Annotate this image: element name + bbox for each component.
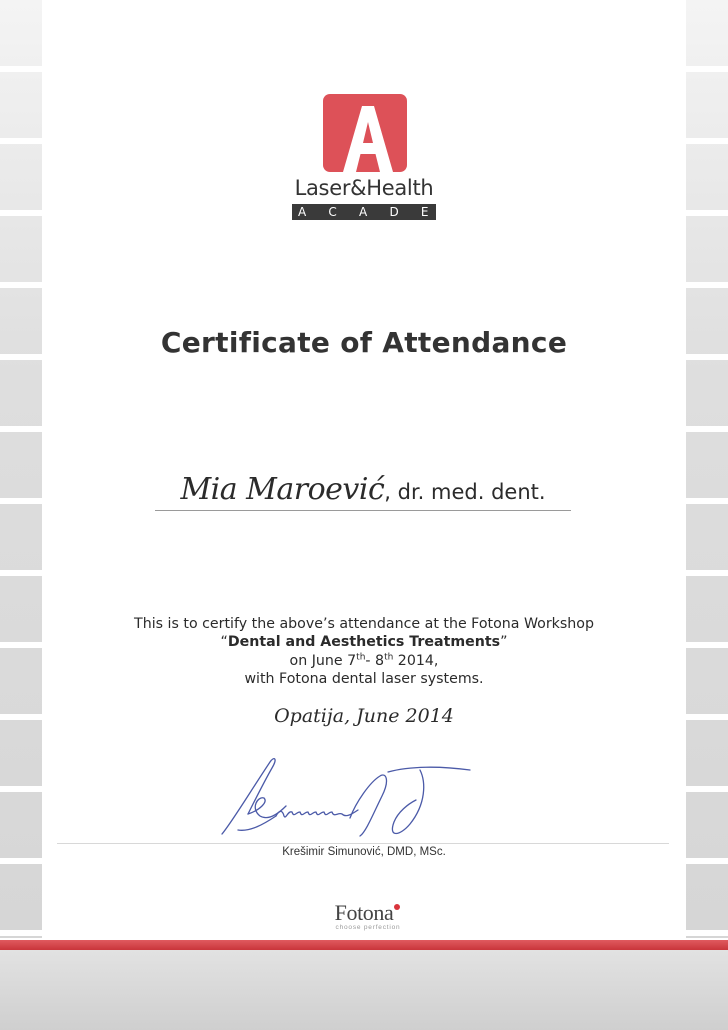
- date-middle: - 8: [365, 652, 385, 669]
- fotona-wordmark: [335, 900, 394, 926]
- handwritten-signature: [220, 752, 490, 847]
- recipient-title: , dr. med. dent.: [384, 480, 546, 504]
- left-decorative-strip: [0, 0, 42, 938]
- recipient-line: [155, 472, 571, 511]
- certificate-title: Certificate of Attendance: [160, 326, 568, 359]
- open-quote: “: [220, 634, 228, 651]
- fotona-logo: [300, 900, 428, 931]
- statement-date-line: [0, 652, 728, 670]
- recipient-name: Mia Maroević: [180, 472, 385, 507]
- logo-name: Laser&Health: [294, 176, 434, 200]
- logo-a-square: [323, 94, 407, 172]
- bottom-red-bar: [0, 940, 728, 950]
- statement-course-line: [0, 633, 728, 651]
- certification-statement: [0, 615, 728, 688]
- fotona-tagline: choose perfection: [335, 924, 401, 931]
- signature-rule: [57, 843, 669, 844]
- logo-a-letter-icon: [323, 94, 407, 172]
- course-name: Dental and Aesthetics Treatments: [227, 634, 501, 651]
- date-prefix: on June 7: [289, 652, 357, 669]
- fotona-dot-icon: [394, 904, 400, 910]
- statement-line-4: with Fotona dental laser systems.: [244, 670, 484, 687]
- date-superscript-2: th: [384, 651, 394, 662]
- bottom-gray-band: [0, 950, 728, 1030]
- date-superscript-1: th: [356, 651, 366, 662]
- right-decorative-strip: [686, 0, 728, 938]
- statement-line-1: This is to certify the above’s attendance at the Fotona Workshop: [134, 616, 594, 632]
- fotona-name: Fotona: [334, 900, 394, 925]
- close-quote: ”: [500, 634, 508, 651]
- logo-academy-label: A C A D E M Y: [292, 204, 436, 220]
- place-and-date: Opatija, June 2014: [274, 705, 454, 727]
- signer-name: Krešimir Simunović, DMD, MSc.: [282, 846, 446, 858]
- date-suffix: 2014,: [393, 652, 439, 669]
